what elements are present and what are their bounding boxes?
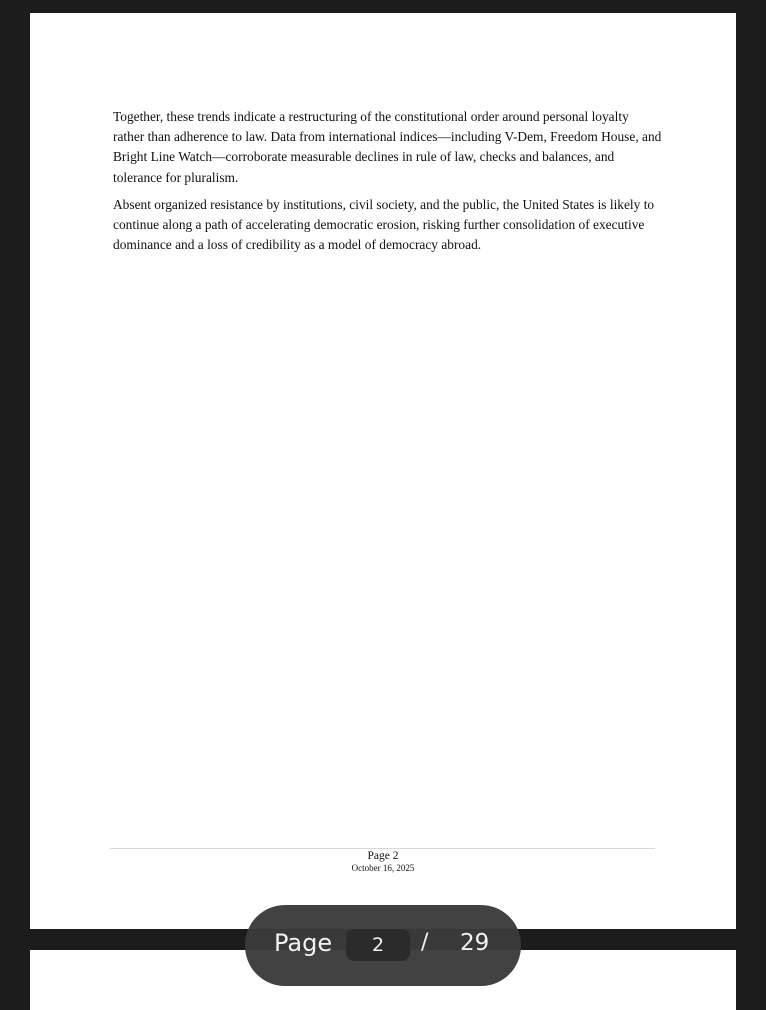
total-pages: 29: [460, 930, 490, 956]
paragraph: Together, these trends indicate a restructuring of the constitutional order around personal loyalty rather than adherence to law. Data from international indices—including V-Dem, Freedom House, and Bright Line Watch—corroborate measurable declines in rule of law, checks and balances, and tolerance for pluralism.: [113, 109, 662, 185]
document-page: [30, 13, 736, 929]
page-indicator: [245, 905, 521, 986]
page-number-input[interactable]: [346, 929, 410, 961]
paragraph: Absent organized resistance by institutions, civil society, and the public, the United States is likely to continue along a path of accelerating democratic erosion, risking further consolidation of executive dominance and a loss of credibility as a model of democracy abroad.: [113, 196, 655, 253]
footer-date: October 16, 2025: [351, 863, 415, 873]
footer-divider: [110, 848, 655, 849]
page-body: [113, 107, 663, 262]
page-separator: /: [421, 930, 429, 955]
page-indicator-label: Page: [274, 929, 333, 957]
footer-page-number: Page 2: [367, 850, 399, 862]
